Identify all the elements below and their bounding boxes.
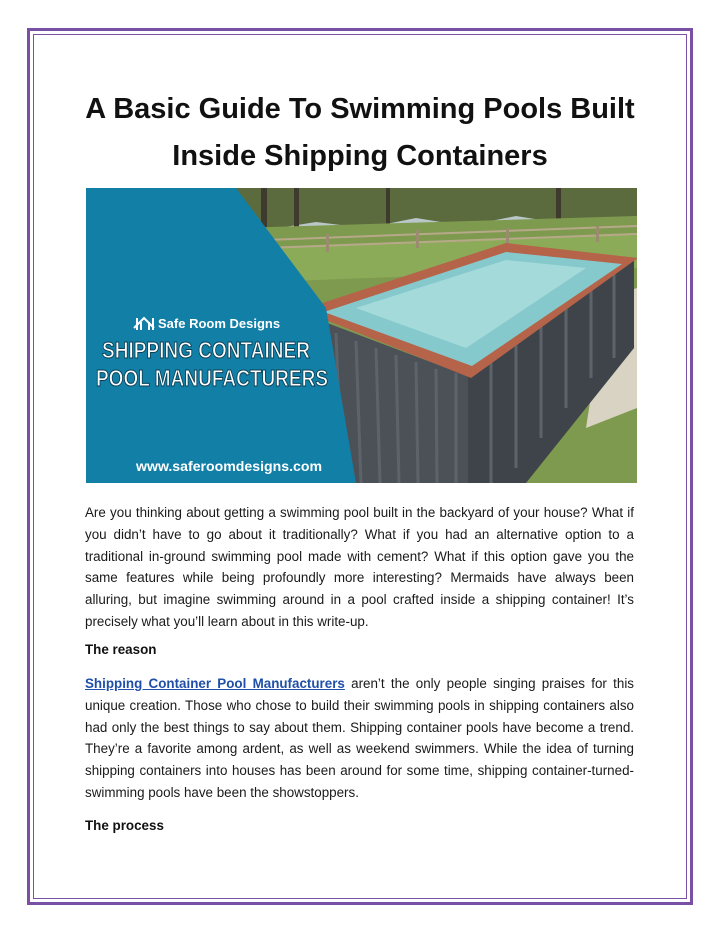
section-heading-process: The process xyxy=(85,818,164,833)
reason-paragraph xyxy=(85,673,634,804)
hero-url: www.saferoomdesigns.com xyxy=(134,458,322,474)
reason-text: aren’t the only people singing praises for this unique creation. Those who chose to build their swimming pools in shipping containers also had only the best things to say about them. Shipping container pools have become a trend. They’re a favorite among ardent, as well as weekend swimmers. While the idea of turning shipping containers into houses has been around for some time, shipping container-turned-swimming pools have been the showstoppers. xyxy=(85,676,634,800)
hero-brand: Safe Room Designs xyxy=(158,316,281,331)
shipping-container-pool-link[interactable]: Shipping Container Pool Manufacturers xyxy=(85,676,345,691)
section-heading-reason: The reason xyxy=(85,642,157,657)
intro-paragraph: Are you thinking about getting a swimming pool built in the backyard of your house? What if you didn’t have to go about it traditionally? What if you had an alternative option to a traditional in-ground swimming pool made with cement? What if this option gave you the same features while being profoundly more interesting? Mermaids have always been alluring, but imagine swimming around in a pool crafted inside a shipping container! It’s precisely what you’ll learn about in this write-up. xyxy=(85,505,634,629)
hero-image xyxy=(86,188,637,483)
hero-headline-line1: SHIPPING CONTAINER xyxy=(102,337,311,363)
hero-headline-line2: POOL MANUFACTURERS xyxy=(96,365,328,391)
document-title: A Basic Guide To Swimming Pools Built Inside Shipping Containers xyxy=(85,93,635,172)
